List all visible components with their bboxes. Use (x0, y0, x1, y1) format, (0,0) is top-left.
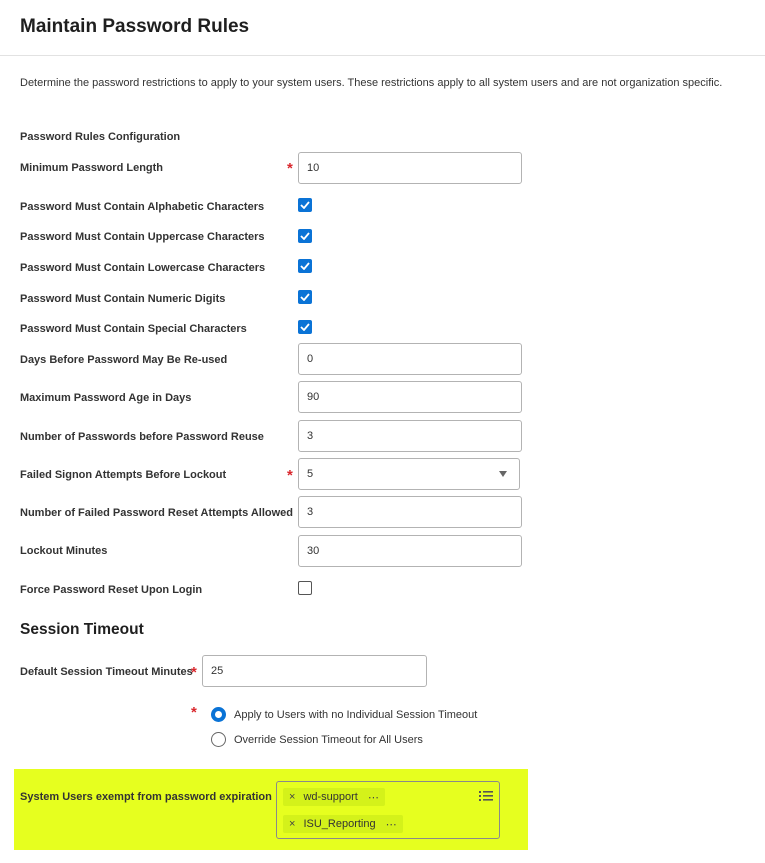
uppercase-checkbox[interactable] (298, 229, 312, 243)
user-pill-label: ISU_Reporting (303, 818, 376, 830)
checkmark-icon (300, 201, 310, 209)
user-pill-label: wd-support (303, 791, 358, 803)
radio-override[interactable] (211, 732, 226, 747)
failed-signon-value: 5 (307, 468, 314, 480)
failed-signon-label: Failed Signon Attempts Before Lockout (20, 469, 227, 481)
required-indicator: * (287, 160, 293, 177)
header-divider (0, 55, 765, 56)
force-reset-checkbox[interactable] (298, 581, 312, 595)
default-timeout-input[interactable]: 25 (202, 655, 427, 687)
list-icon[interactable] (479, 790, 493, 802)
radio-apply-label[interactable]: Apply to Users with no Individual Session Timeout (234, 709, 478, 721)
radio-override-label[interactable]: Override Session Timeout for All Users (234, 734, 423, 746)
required-indicator: * (191, 704, 197, 721)
checkmark-icon (300, 232, 310, 240)
checkmark-icon (300, 262, 310, 270)
page-title: Maintain Password Rules (20, 16, 250, 37)
more-options-icon[interactable]: ⋯ (367, 791, 379, 804)
reuse-days-label: Days Before Password May Be Re-used (20, 354, 228, 366)
max-age-label: Maximum Password Age in Days (20, 392, 192, 404)
exempt-users-label: System Users exempt from password expiration (20, 791, 272, 803)
force-reset-label: Force Password Reset Upon Login (20, 584, 203, 596)
reuse-days-input[interactable]: 0 (298, 343, 522, 375)
min-length-input[interactable]: 10 (298, 152, 522, 184)
uppercase-label: Password Must Contain Uppercase Characters (20, 231, 265, 243)
failed-signon-select[interactable] (298, 458, 520, 490)
default-timeout-label: Default Session Timeout Minutes (20, 666, 193, 678)
special-label: Password Must Contain Special Characters (20, 323, 247, 335)
radio-apply[interactable] (211, 707, 226, 722)
page-description: Determine the password restrictions to apply to your system users. These restrictions apply to all system users and are not organization specific. (20, 77, 723, 89)
failed-reset-label: Number of Failed Password Reset Attempts Allowed (20, 507, 294, 519)
reuse-count-label: Number of Passwords before Password Reuse (20, 431, 264, 443)
required-indicator: * (287, 467, 293, 484)
required-indicator: * (191, 664, 197, 681)
lowercase-checkbox[interactable] (298, 259, 312, 273)
user-pill-wd-support[interactable] (283, 788, 385, 806)
failed-reset-input[interactable]: 3 (298, 496, 522, 528)
max-age-input[interactable]: 90 (298, 381, 522, 413)
password-rules-config-heading: Password Rules Configuration (20, 131, 181, 143)
min-length-label: Minimum Password Length (20, 162, 164, 174)
lowercase-label: Password Must Contain Lowercase Characters (20, 262, 266, 274)
reuse-count-input[interactable]: 3 (298, 420, 522, 452)
numeric-label: Password Must Contain Numeric Digits (20, 293, 226, 305)
session-timeout-heading: Session Timeout (20, 621, 144, 638)
alpha-checkbox[interactable] (298, 198, 312, 212)
remove-icon[interactable]: × (289, 791, 296, 803)
special-checkbox[interactable] (298, 320, 312, 334)
lockout-input[interactable]: 30 (298, 535, 522, 567)
more-options-icon[interactable]: ⋯ (385, 818, 397, 831)
numeric-checkbox[interactable] (298, 290, 312, 304)
checkmark-icon (300, 293, 310, 301)
checkmark-icon (300, 323, 310, 331)
lockout-label: Lockout Minutes (20, 545, 108, 557)
remove-icon[interactable]: × (289, 818, 296, 830)
user-pill-isu-reporting[interactable] (283, 815, 403, 833)
chevron-down-icon (499, 471, 507, 477)
alpha-label: Password Must Contain Alphabetic Characters (20, 201, 265, 213)
exempt-users-multiselect[interactable] (276, 781, 500, 839)
